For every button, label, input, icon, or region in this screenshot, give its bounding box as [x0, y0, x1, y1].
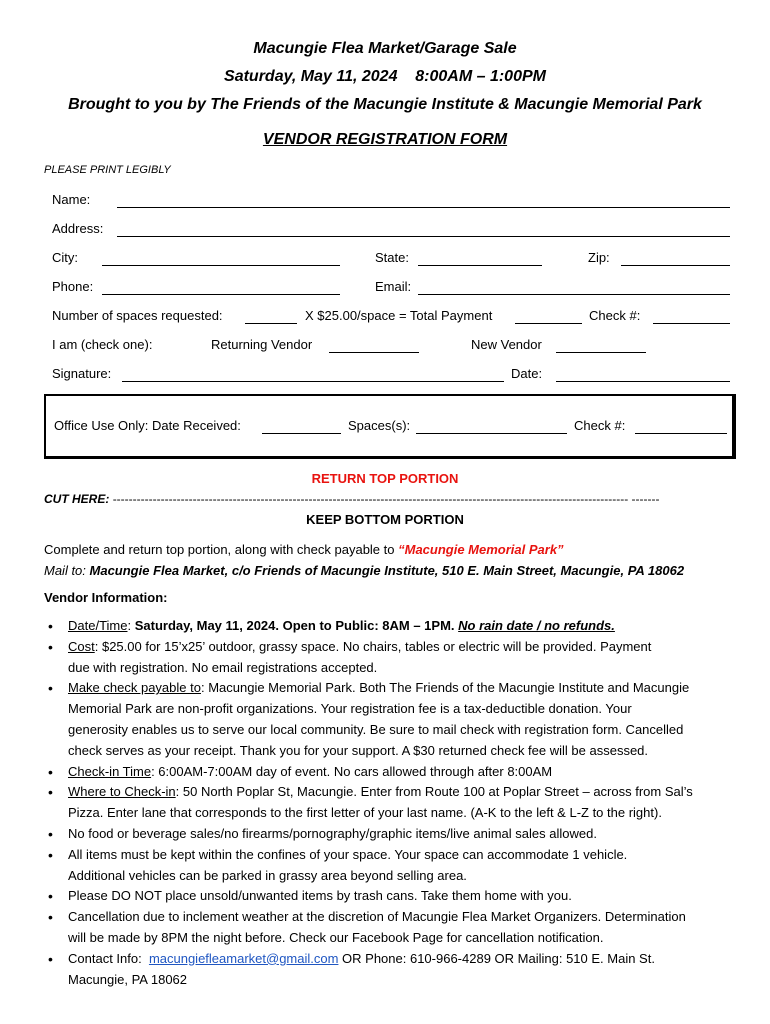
check-number-field[interactable]: [653, 323, 730, 324]
list-item-contact: • Contact Info: macungiefleamarket@gmail.com OR Phone: 610-966-4289 OR Mailing: 510 E. Main St. Macungie, PA 18062: [44, 949, 744, 991]
price-text: X $25.00/space = Total Payment: [305, 308, 493, 323]
address-label: Address:: [52, 221, 104, 236]
complete-return-line: [44, 542, 564, 557]
vendor-info-heading: Vendor Information:: [44, 590, 168, 605]
email-field[interactable]: [418, 294, 730, 295]
returning-vendor-label: Returning Vendor: [211, 337, 313, 352]
list-item-cost: • Cost: $25.00 for 15’x25’ outdoor, grassy space. No chairs, tables or electric will be provided. Payment due with registration. No email registrations accepted.: [44, 637, 744, 679]
new-vendor-label: New Vendor: [471, 337, 542, 352]
signature-field[interactable]: [122, 381, 504, 382]
list-item-cancellation: • Cancellation due to inclement weather at the discretion of Macungie Flea Market Organizers. Determination will be made by 8PM the night before. Check our Facebook Page for cancellation notification.: [44, 907, 744, 949]
city-label: City:: [52, 250, 78, 265]
name-field[interactable]: [117, 207, 730, 208]
list-item-checkin: • Check-in Time: 6:00AM-7:00AM day of event. No cars allowed through after 8:00AM: [44, 762, 744, 783]
total-payment-field[interactable]: [515, 323, 582, 324]
spaces-field[interactable]: [245, 323, 297, 324]
form-title: VENDOR REGISTRATION FORM: [262, 131, 508, 148]
mail-address: Macungie Flea Market, c/o Friends of Macungie Institute, 510 E. Main Street, Macungie, PA 18062: [89, 563, 685, 578]
date-field[interactable]: [556, 381, 730, 382]
phone-label: Phone:: [52, 279, 94, 294]
date-label: Date:: [511, 366, 543, 381]
vendor-info-list: [44, 616, 744, 990]
cut-line: [44, 492, 734, 506]
vendor-type-label: I am (check one):: [52, 337, 153, 352]
print-legibly-note: PLEASE PRINT LEGIBLY: [44, 164, 171, 176]
complete-prefix: Complete and return top portion, along with check payable to: [44, 542, 399, 557]
cut-dashes: --------------------------------------------------------------------------------------------------------------------------------- -------: [112, 492, 660, 506]
name-label: Name:: [52, 192, 91, 207]
phone-field[interactable]: [102, 294, 340, 295]
state-field[interactable]: [418, 265, 542, 266]
sponsor-line: Brought to you by The Friends of the Macungie Institute & Macungie Memorial Park: [68, 96, 702, 113]
list-item-payable: • Make check payable to: Macungie Memorial Park. Both The Friends of the Macungie Institute and Macungie Memorial Park are non-profit organizations. Your registration fee is a tax-deductible donation. Your generosity enables us to serve our local community. Be sure to mail check with registration form. Cancelled check serves as your receipt. Thank you for your support. A $30 returned check fee will be assessed.: [44, 678, 744, 761]
list-item-trash: • Please DO NOT place unsold/unwanted items by trash cans. Take them home with you.: [44, 886, 744, 907]
mail-prefix: Mail to:: [44, 563, 90, 578]
keep-bottom-portion: KEEP BOTTOM PORTION: [306, 512, 464, 527]
spaces-label: Number of spaces requested:: [52, 308, 223, 323]
payee: “Macungie Memorial Park”: [398, 542, 564, 557]
office-spaces-label: Spaces(s):: [348, 418, 411, 433]
new-vendor-field[interactable]: [556, 352, 646, 353]
address-field[interactable]: [117, 236, 730, 237]
return-top-portion: RETURN TOP PORTION: [311, 471, 459, 486]
list-item-where: • Where to Check-in: 50 North Poplar St, Macungie. Enter from Route 100 at Poplar Street – across from Sal’s Pizza. Enter lane that corresponds to the first letter of your last name. (A-K to the left & L-Z to the right).: [44, 782, 744, 824]
email-label: Email:: [375, 279, 412, 294]
cut-here-label: CUT HERE:: [44, 492, 110, 506]
office-date-received-label: Office Use Only: Date Received:: [54, 418, 241, 433]
list-item-items: • All items must be kept within the confines of your space. Your space can accommodate 1 vehicle. Additional vehicles can be parked in grassy area beyond selling area.: [44, 845, 744, 887]
state-label: State:: [375, 250, 409, 265]
office-check-field[interactable]: [635, 433, 727, 434]
zip-label: Zip:: [588, 250, 610, 265]
list-item-nofood: • No food or beverage sales/no firearms/pornography/graphic items/live animal sales allowed.: [44, 824, 744, 845]
zip-field[interactable]: [621, 265, 730, 266]
returning-vendor-field[interactable]: [329, 352, 419, 353]
signature-label: Signature:: [52, 366, 112, 381]
list-item-date: • Date/Time: Saturday, May 11, 2024. Open to Public: 8AM – 1PM. No rain date / no refunds.: [44, 616, 744, 637]
office-spaces-field[interactable]: [416, 433, 567, 434]
contact-email-link[interactable]: macungiefleamarket@gmail.com: [148, 950, 339, 966]
mail-to-line: [44, 563, 684, 578]
event-date-time: Saturday, May 11, 2024 8:00AM – 1:00PM: [224, 68, 546, 85]
flyer-title: Macungie Flea Market/Garage Sale: [253, 40, 517, 57]
office-check-label: Check #:: [574, 418, 626, 433]
check-number-label: Check #:: [589, 308, 641, 323]
city-field[interactable]: [102, 265, 340, 266]
office-date-field[interactable]: [262, 433, 341, 434]
